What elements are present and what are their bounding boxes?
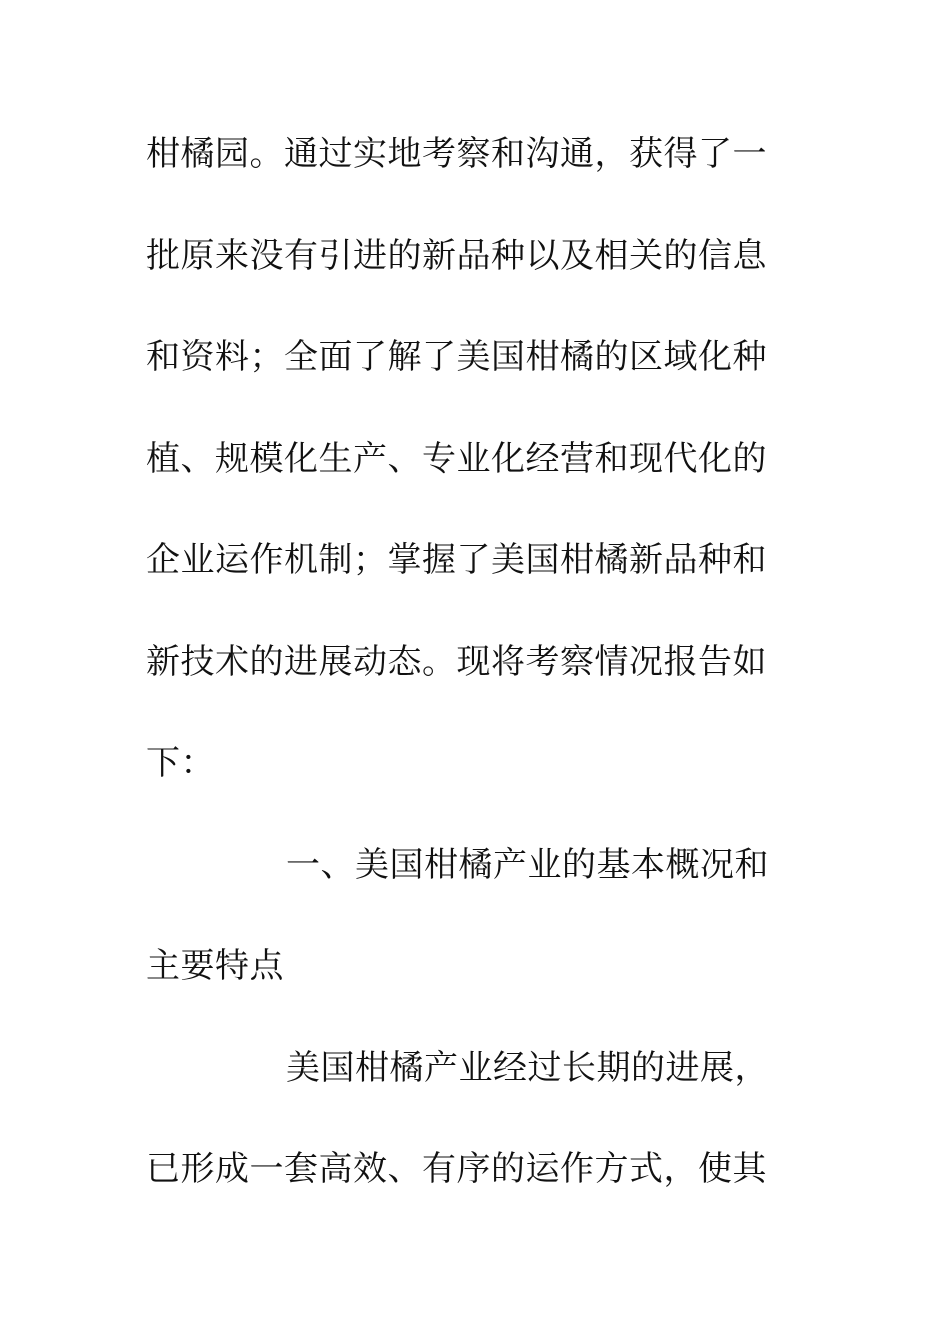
text-line: 和资料；全面了解了美国柑橘的区域化种 (146, 337, 767, 377)
text-line: 企业运作机制；掌握了美国柑橘新品种和 (146, 540, 767, 580)
text-line: 柑橘园。通过实地考察和沟通，获得了一 (146, 134, 767, 174)
text-line: 植、规模化生产、专业化经营和现代化的 (146, 438, 767, 479)
section-heading: 一、美国柑橘产业的基本概况和 (286, 844, 769, 885)
text-line: 下： (146, 743, 215, 783)
section-heading-continued: 主要特点 (146, 946, 284, 986)
paragraph-start: 美国柑橘产业经过长期的进展， (286, 1047, 769, 1088)
text-line: 批原来没有引进的新品种以及相关的信息 (146, 235, 767, 276)
text-line: 已形成一套高效、有序的运作方式，使其 (146, 1149, 767, 1189)
text-line: 新技术的进展动态。现将考察情况报告如 (146, 641, 767, 682)
document-body (146, 124, 786, 1241)
